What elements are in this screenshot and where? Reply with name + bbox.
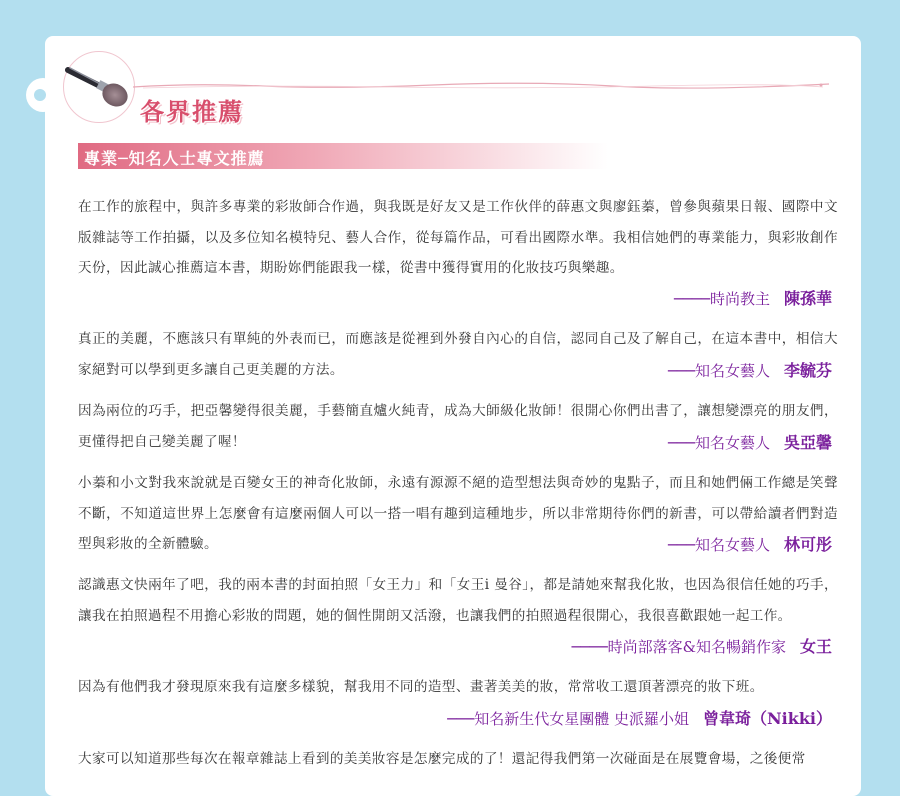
section-banner	[78, 143, 608, 169]
recommendation-text: 在工作的旅程中，與許多專業的彩妝師合作過，與我既是好友又是工作伙伴的薛惠文與廖鈺蓁，曾參與蘋果日報、國際中文版雜誌等工作拍攝，以及多位知名模特兒、藝人合作，從每篇作品，可看出國際水準。我相信她們的專業能力，與彩妝創作天份，因此誠心推薦這本書，期盼妳們能跟我一樣，從書中獲得實用的化妝技巧與樂趣。	[78, 199, 838, 276]
recommendation-text: 大家可以知道那些每次在報章雜誌上看到的美美妝容是怎麼完成的了！還記得我們第一次碰面是在展覽會場，之後便常	[78, 751, 806, 767]
signature-name: 李毓芬	[783, 361, 832, 380]
recommendation-signature	[447, 706, 832, 729]
recommendation-text: 因為有他們我才發現原來我有這麼多樣貌，幫我用不同的造型、畫著美美的妝，常常收工還頂著漂亮的妝下班。	[78, 679, 764, 695]
signature-name: 女王	[799, 637, 832, 656]
recommendation-text: 小蓁和小文對我來說就是百變女王的神奇化妝師，永遠有源源不絕的造型想法與奇妙的鬼點子，而且和她們倆工作總是笑聲不斷，不知道這世界上怎麼會有這麼兩個人可以一搭一唱有趣到這種地步，所以非常期待你們的新書，可以帶給讀者們對造型與彩妝的全新體驗。	[78, 475, 838, 552]
tag-hole-dot	[34, 89, 46, 101]
signature-role: ────時尚部落客&知名暢銷作家	[571, 638, 786, 656]
signature-name: 林可彤	[783, 535, 832, 554]
recommendation-text: 真正的美麗，不應該只有單純的外表而已，而應該是從裡到外發自內心的自信，認同自己及了解自己，在這本書中，相信大家絕對可以學到更多讓自己更美麗的方法。	[78, 331, 838, 378]
recommendation-signature	[668, 358, 832, 381]
recommendation-signature	[668, 532, 832, 555]
header-divider	[133, 82, 829, 90]
signature-role: ───知名女藝人	[667, 362, 770, 380]
recommendation-text: 認識惠文快兩年了吧，我的兩本書的封面拍照「女王力」和「女王i 曼谷」，都是請她來幫我化妝，也因為很信任她的巧手，讓我在拍照過程不用擔心彩妝的問題，她的個性開朗又活潑，也讓我們的拍照過程很開心，我很喜歡跟她一起工作。	[78, 577, 838, 624]
recommendation-signature	[668, 430, 832, 453]
signature-name: 吳亞馨	[783, 433, 832, 452]
signature-role: ───知名女藝人	[667, 536, 770, 554]
tag-hole	[26, 78, 60, 112]
signature-role: ───知名新生代女星團體 史派羅小姐	[447, 710, 690, 728]
banner-label: 專業─知名人士專文推薦	[84, 149, 265, 168]
signature-name: 曾韋琦（Nikki）	[703, 709, 832, 728]
recommendation-text: 因為兩位的巧手，把亞馨變得很美麗，手藝簡直爐火純青，成為大師級化妝師！很開心你們出書了，讓想變漂亮的朋友們，更懂得把自己變美麗了喔！	[78, 403, 838, 450]
makeup-brush-icon	[64, 52, 134, 122]
brush-badge	[63, 51, 135, 123]
section-title: 各界推薦	[140, 97, 244, 126]
recommendation-signature	[674, 286, 832, 309]
signature-role: ───知名女藝人	[667, 434, 770, 452]
signature-role: ────時尚教主	[673, 290, 770, 308]
recommendation-signature	[572, 634, 833, 657]
signature-name: 陳孫華	[783, 289, 832, 308]
